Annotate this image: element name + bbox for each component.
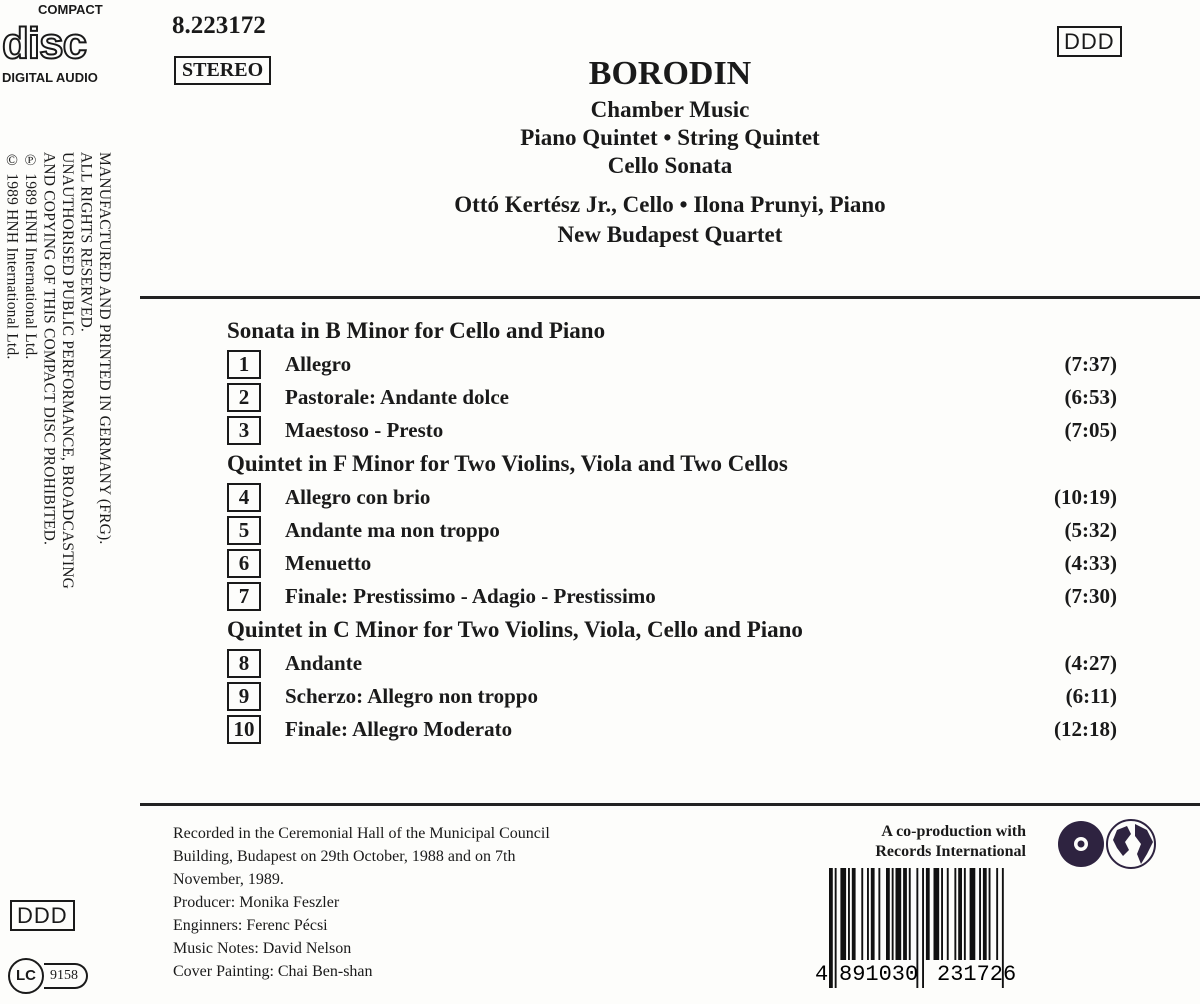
barcode-bar (861, 868, 863, 960)
track-number: 1 (227, 350, 261, 379)
track-title: Allegro con brio (285, 485, 431, 509)
barcode-bar (835, 868, 837, 988)
work-title: Sonata in B Minor for Cello and Piano (227, 318, 606, 343)
coproduction-note: A co-production with Records International (875, 823, 1026, 860)
ddd-badge: DDD (1057, 26, 1122, 57)
track-title: Maestoso - Presto (285, 418, 444, 442)
track-row (227, 647, 1117, 680)
barcode-bar (926, 868, 930, 960)
track-number: 7 (227, 582, 261, 611)
barcode-bar (878, 868, 880, 960)
track-title: Pastorale: Andante dolce (285, 385, 509, 409)
barcode-bar (958, 868, 962, 960)
barcode-bar (922, 868, 924, 988)
barcode-bar (909, 868, 911, 960)
label-code (8, 958, 88, 994)
barcode-bar (983, 868, 987, 960)
barcode-bar (934, 868, 940, 960)
barcode-bar (852, 868, 856, 960)
track-title: Scherzo: Allegro non troppo (285, 684, 538, 708)
track-number: 2 (227, 383, 261, 412)
track-title: Andante (285, 651, 363, 675)
barcode-bar (979, 868, 981, 960)
barcode-left-digits: 891030 (839, 962, 919, 987)
track-duration: (7:05) (1064, 418, 1117, 442)
barcode-bar (867, 868, 869, 960)
track-duration: (6:53) (1064, 385, 1117, 409)
track-row (227, 580, 1117, 613)
track-number: 6 (227, 549, 261, 578)
barcode-bar (947, 868, 949, 960)
performers: Ottó Kertész Jr., Cello • Ilona Prunyi, Piano (454, 192, 886, 217)
barcode-bar (989, 868, 991, 960)
label-code-number: 9158 (44, 963, 88, 989)
catalog-number: 8.223172 (172, 12, 266, 39)
legal-notice: MANUFACTURED AND PRINTED IN GERMANY (FRG). ALL RIGHTS RESERVED. UNAUTHORISED PUBLIC PERFORMANCE, BROADCASTING AND COPYING OF THIS COMPACT DISC PROHIBITED. ℗ 1989 HNH International Ltd. © 1989 HNH International Ltd. (3, 152, 113, 590)
track-title: Menuetto (285, 551, 372, 575)
track-row (227, 713, 1117, 746)
work-title: Quintet in C Minor for Two Violins, Viola, Cello and Piano (227, 617, 803, 642)
track-number: 4 (227, 483, 261, 512)
barcode (815, 868, 1037, 988)
composer: BORODIN (588, 55, 752, 92)
barcode-bar (840, 868, 846, 960)
track-number: 9 (227, 682, 261, 711)
track-number: 10 (227, 715, 261, 744)
track-row (227, 348, 1117, 381)
barcode-right-digits: 231726 (937, 962, 1017, 987)
recording-credits: Recorded in the Ceremonial Hall of the Municipal Council Building, Budapest on 29th October, 1988 and on 7th November, 1989. Producer: Monika Feszler Enginners: Ferenc Pécsi Music Notes: David Nelson Cover Painting: Chai Ben-shan (173, 825, 550, 980)
track-row (227, 381, 1117, 414)
barcode-bar (829, 868, 833, 988)
track-title: Allegro (285, 352, 352, 376)
track-number: 5 (227, 516, 261, 545)
track-number: 8 (227, 649, 261, 678)
barcode-bar (848, 868, 850, 960)
compact-disc-logo: COMPACT disc DIGITAL AUDIO (2, 2, 103, 85)
track-row (227, 514, 1117, 547)
divider (140, 803, 1200, 806)
track-number: 3 (227, 416, 261, 445)
barcode-bar (996, 868, 998, 960)
barcode-bar (964, 868, 966, 960)
subtitle: Chamber Music (590, 97, 750, 122)
performers: New Budapest Quartet (557, 222, 783, 247)
barcode-bar (970, 868, 976, 960)
track-duration: (4:33) (1064, 551, 1117, 575)
barcode-bar (892, 868, 894, 960)
track-row (227, 481, 1117, 514)
ddd-badge-bottom: DDD (10, 900, 75, 931)
track-duration: (5:32) (1064, 518, 1117, 542)
barcode-bar (903, 868, 907, 960)
track-row (227, 547, 1117, 580)
track-row (227, 414, 1117, 447)
track-list (227, 314, 1117, 746)
track-row (227, 680, 1117, 713)
track-duration: (4:27) (1064, 651, 1117, 675)
album-header (300, 52, 1040, 250)
work-title: Quintet in F Minor for Two Violins, Viola and Two Cellos (227, 451, 788, 476)
subtitle: Piano Quintet • String Quintet (520, 125, 820, 150)
track-duration: (10:19) (1054, 485, 1117, 509)
track-duration: (7:37) (1064, 352, 1117, 376)
lc-icon: LC (8, 958, 44, 994)
track-duration: (12:18) (1054, 717, 1117, 741)
barcode-bar (886, 868, 890, 960)
barcode-bar (896, 868, 902, 960)
stereo-badge: STEREO (174, 56, 271, 85)
divider (140, 296, 1200, 299)
subtitle: Cello Sonata (607, 153, 733, 178)
barcode-bar (871, 868, 875, 960)
barcode-lead-digit: 4 (815, 962, 829, 987)
track-title: Finale: Allegro Moderato (285, 717, 513, 741)
barcode-bar (941, 868, 943, 960)
barcode-bar (954, 868, 956, 960)
track-title: Andante ma non troppo (285, 518, 500, 542)
track-duration: (6:11) (1065, 684, 1117, 708)
track-duration: (7:30) (1064, 584, 1117, 608)
records-international-logo (1055, 816, 1159, 872)
track-title: Finale: Prestissimo - Adagio - Prestissimo (285, 584, 656, 608)
